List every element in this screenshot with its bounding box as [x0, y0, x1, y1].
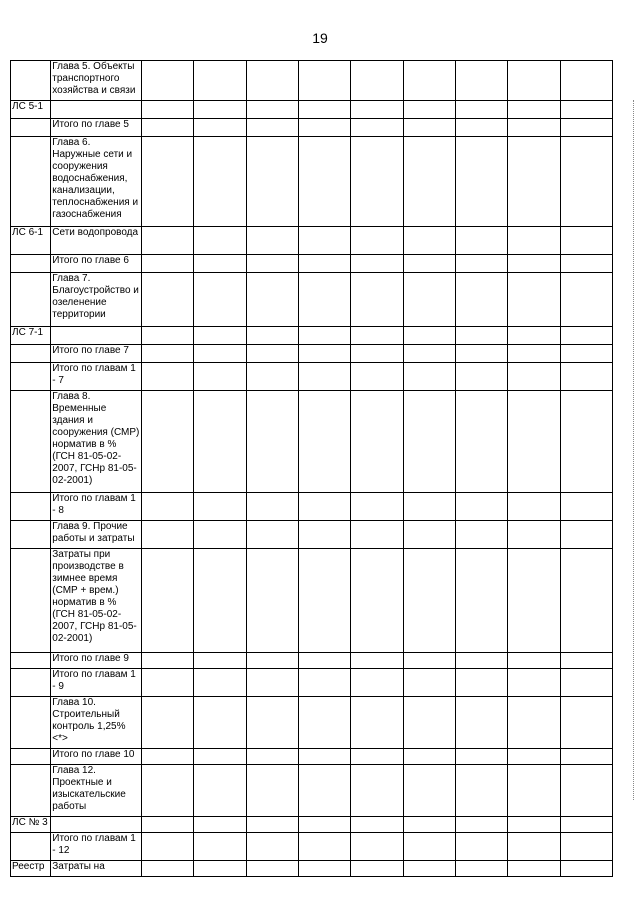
row-name: [51, 817, 142, 833]
empty-cell: [455, 521, 507, 549]
empty-cell: [298, 227, 350, 255]
empty-cell: [508, 817, 560, 833]
empty-cell: [141, 697, 193, 749]
table-row: [11, 669, 613, 697]
scan-edge-noise: [633, 100, 636, 800]
table-row: [11, 549, 613, 653]
empty-cell: [403, 391, 455, 493]
row-name: Итого по главам 1 - 7: [51, 363, 142, 391]
empty-cell: [508, 227, 560, 255]
row-name: Итого по главе 5: [51, 119, 142, 137]
row-code: ЛС 5-1: [11, 101, 51, 119]
row-name: Итого по главе 7: [51, 345, 142, 363]
empty-cell: [141, 749, 193, 765]
empty-cell: [508, 61, 560, 101]
empty-cell: [194, 833, 246, 861]
empty-cell: [455, 549, 507, 653]
row-name: Итого по главам 1 - 12: [51, 833, 142, 861]
empty-cell: [508, 273, 560, 327]
empty-cell: [351, 861, 403, 877]
empty-cell: [194, 273, 246, 327]
empty-cell: [455, 345, 507, 363]
row-name: Глава 7. Благоустройство и озеленение территории: [51, 273, 142, 327]
empty-cell: [403, 749, 455, 765]
row-name: Глава 9. Прочие работы и затраты: [51, 521, 142, 549]
empty-cell: [508, 345, 560, 363]
empty-cell: [141, 861, 193, 877]
empty-cell: [351, 653, 403, 669]
empty-cell: [403, 61, 455, 101]
table-row: [11, 749, 613, 765]
empty-cell: [403, 817, 455, 833]
empty-cell: [141, 653, 193, 669]
page-number: 19: [312, 30, 328, 46]
row-name: Глава 8. Временные здания и сооружения (СМР) норматив в % (ГСН 81-05-02-2007, ГСНр 81-05-02-2001): [51, 391, 142, 493]
empty-cell: [403, 227, 455, 255]
empty-cell: [403, 765, 455, 817]
empty-cell: [298, 327, 350, 345]
row-code: ЛС 6-1: [11, 227, 51, 255]
row-name: Затраты при производстве в зимнее время (СМР + врем.) норматив в % (ГСН 81-05-02-2007, ГСНр 81-05-02-2001): [51, 549, 142, 653]
empty-cell: [455, 749, 507, 765]
empty-cell: [403, 101, 455, 119]
empty-cell: [246, 137, 298, 227]
row-name: Глава 10. Строительный контроль 1,25% <*>: [51, 697, 142, 749]
row-code: Реестр: [11, 861, 51, 877]
empty-cell: [141, 327, 193, 345]
empty-cell: [194, 765, 246, 817]
empty-cell: [403, 137, 455, 227]
table-row: [11, 363, 613, 391]
row-name: [51, 327, 142, 345]
row-code: [11, 697, 51, 749]
empty-cell: [508, 493, 560, 521]
table-row: [11, 119, 613, 137]
empty-cell: [141, 669, 193, 697]
table-row: [11, 273, 613, 327]
empty-cell: [508, 669, 560, 697]
empty-cell: [351, 669, 403, 697]
row-code: [11, 653, 51, 669]
empty-cell: [403, 255, 455, 273]
empty-cell: [560, 391, 612, 493]
empty-cell: [194, 101, 246, 119]
row-code: [11, 363, 51, 391]
empty-cell: [351, 61, 403, 101]
empty-cell: [194, 227, 246, 255]
empty-cell: [351, 391, 403, 493]
empty-cell: [403, 119, 455, 137]
table-row: [11, 833, 613, 861]
empty-cell: [298, 669, 350, 697]
empty-cell: [298, 493, 350, 521]
empty-cell: [455, 227, 507, 255]
table-row: [11, 137, 613, 227]
row-code: [11, 493, 51, 521]
empty-cell: [455, 273, 507, 327]
empty-cell: [455, 653, 507, 669]
empty-cell: [298, 749, 350, 765]
empty-cell: [298, 273, 350, 327]
empty-cell: [246, 861, 298, 877]
empty-cell: [194, 861, 246, 877]
empty-cell: [298, 363, 350, 391]
row-name: Итого по главе 9: [51, 653, 142, 669]
empty-cell: [194, 137, 246, 227]
row-code: [11, 765, 51, 817]
empty-cell: [403, 549, 455, 653]
empty-cell: [246, 817, 298, 833]
empty-cell: [508, 255, 560, 273]
empty-cell: [246, 697, 298, 749]
empty-cell: [246, 61, 298, 101]
row-name: Итого по главам 1 - 8: [51, 493, 142, 521]
empty-cell: [298, 765, 350, 817]
empty-cell: [246, 101, 298, 119]
empty-cell: [560, 669, 612, 697]
empty-cell: [508, 101, 560, 119]
empty-cell: [194, 61, 246, 101]
table-row: [11, 61, 613, 101]
row-code: [11, 833, 51, 861]
empty-cell: [298, 861, 350, 877]
empty-cell: [560, 697, 612, 749]
empty-cell: [508, 327, 560, 345]
empty-cell: [141, 765, 193, 817]
table-row: [11, 653, 613, 669]
empty-cell: [194, 817, 246, 833]
empty-cell: [508, 391, 560, 493]
empty-cell: [455, 363, 507, 391]
empty-cell: [508, 765, 560, 817]
empty-cell: [194, 749, 246, 765]
empty-cell: [194, 119, 246, 137]
empty-cell: [246, 669, 298, 697]
empty-cell: [403, 833, 455, 861]
empty-cell: [246, 345, 298, 363]
empty-cell: [560, 119, 612, 137]
empty-cell: [351, 327, 403, 345]
empty-cell: [351, 345, 403, 363]
empty-cell: [560, 345, 612, 363]
empty-cell: [298, 255, 350, 273]
empty-cell: [194, 327, 246, 345]
empty-cell: [194, 669, 246, 697]
estimate-table: [10, 60, 613, 877]
row-name: Глава 12. Проектные и изыскательские работы: [51, 765, 142, 817]
empty-cell: [455, 327, 507, 345]
empty-cell: [403, 697, 455, 749]
empty-cell: [246, 119, 298, 137]
empty-cell: [246, 653, 298, 669]
row-name: Итого по главе 10: [51, 749, 142, 765]
empty-cell: [351, 119, 403, 137]
empty-cell: [298, 697, 350, 749]
empty-cell: [351, 749, 403, 765]
empty-cell: [351, 817, 403, 833]
empty-cell: [141, 119, 193, 137]
empty-cell: [194, 363, 246, 391]
row-code: [11, 61, 51, 101]
empty-cell: [455, 137, 507, 227]
table-row: [11, 255, 613, 273]
empty-cell: [246, 765, 298, 817]
empty-cell: [560, 255, 612, 273]
empty-cell: [194, 521, 246, 549]
empty-cell: [455, 493, 507, 521]
row-code: ЛС 7-1: [11, 327, 51, 345]
table-row: [11, 493, 613, 521]
empty-cell: [455, 391, 507, 493]
empty-cell: [560, 521, 612, 549]
empty-cell: [246, 273, 298, 327]
empty-cell: [403, 669, 455, 697]
empty-cell: [141, 101, 193, 119]
empty-cell: [351, 255, 403, 273]
empty-cell: [298, 391, 350, 493]
empty-cell: [508, 137, 560, 227]
empty-cell: [560, 749, 612, 765]
empty-cell: [351, 697, 403, 749]
empty-cell: [455, 119, 507, 137]
empty-cell: [403, 521, 455, 549]
empty-cell: [403, 653, 455, 669]
row-name: Итого по главе 6: [51, 255, 142, 273]
empty-cell: [508, 861, 560, 877]
empty-cell: [403, 345, 455, 363]
empty-cell: [298, 653, 350, 669]
empty-cell: [141, 137, 193, 227]
row-code: ЛС № 3: [11, 817, 51, 833]
row-code: [11, 749, 51, 765]
empty-cell: [560, 549, 612, 653]
empty-cell: [194, 255, 246, 273]
empty-cell: [351, 273, 403, 327]
empty-cell: [508, 653, 560, 669]
empty-cell: [455, 861, 507, 877]
empty-cell: [560, 861, 612, 877]
empty-cell: [508, 363, 560, 391]
row-name: Глава 6. Наружные сети и сооружения водоснабжения, канализации, теплоснабжения и газоснабжения: [51, 137, 142, 227]
empty-cell: [298, 345, 350, 363]
empty-cell: [560, 101, 612, 119]
empty-cell: [560, 833, 612, 861]
empty-cell: [351, 493, 403, 521]
empty-cell: [298, 101, 350, 119]
empty-cell: [141, 521, 193, 549]
empty-cell: [298, 549, 350, 653]
empty-cell: [141, 227, 193, 255]
empty-cell: [141, 273, 193, 327]
empty-cell: [560, 327, 612, 345]
empty-cell: [298, 817, 350, 833]
empty-cell: [351, 137, 403, 227]
empty-cell: [194, 345, 246, 363]
empty-cell: [455, 765, 507, 817]
empty-cell: [246, 521, 298, 549]
empty-cell: [141, 391, 193, 493]
empty-cell: [141, 345, 193, 363]
empty-cell: [298, 137, 350, 227]
empty-cell: [351, 227, 403, 255]
empty-cell: [194, 391, 246, 493]
empty-cell: [351, 765, 403, 817]
empty-cell: [455, 101, 507, 119]
empty-cell: [455, 833, 507, 861]
empty-cell: [403, 327, 455, 345]
table-body: [11, 61, 613, 877]
table-row: [11, 391, 613, 493]
table-row: [11, 227, 613, 255]
empty-cell: [560, 227, 612, 255]
empty-cell: [194, 549, 246, 653]
empty-cell: [403, 861, 455, 877]
empty-cell: [351, 549, 403, 653]
empty-cell: [403, 493, 455, 521]
row-code: [11, 119, 51, 137]
empty-cell: [141, 833, 193, 861]
empty-cell: [298, 119, 350, 137]
row-code: [11, 137, 51, 227]
table-row: [11, 101, 613, 119]
empty-cell: [246, 391, 298, 493]
table-row: [11, 861, 613, 877]
empty-cell: [246, 549, 298, 653]
table-row: [11, 327, 613, 345]
row-code: [11, 255, 51, 273]
empty-cell: [246, 493, 298, 521]
row-code: [11, 345, 51, 363]
empty-cell: [508, 749, 560, 765]
row-code: [11, 273, 51, 327]
row-code: [11, 549, 51, 653]
table-row: [11, 345, 613, 363]
table-row: [11, 697, 613, 749]
empty-cell: [403, 363, 455, 391]
empty-cell: [351, 521, 403, 549]
empty-cell: [560, 273, 612, 327]
empty-cell: [298, 61, 350, 101]
empty-cell: [246, 749, 298, 765]
empty-cell: [141, 61, 193, 101]
empty-cell: [560, 765, 612, 817]
empty-cell: [455, 61, 507, 101]
empty-cell: [141, 363, 193, 391]
row-name: Затраты на: [51, 861, 142, 877]
empty-cell: [141, 493, 193, 521]
empty-cell: [508, 521, 560, 549]
empty-cell: [246, 363, 298, 391]
empty-cell: [560, 137, 612, 227]
empty-cell: [508, 833, 560, 861]
empty-cell: [455, 817, 507, 833]
table-row: [11, 521, 613, 549]
empty-cell: [141, 255, 193, 273]
empty-cell: [246, 255, 298, 273]
empty-cell: [246, 327, 298, 345]
empty-cell: [194, 493, 246, 521]
row-name: Глава 5. Объекты транспортного хозяйства и связи: [51, 61, 142, 101]
empty-cell: [351, 833, 403, 861]
empty-cell: [194, 697, 246, 749]
row-code: [11, 521, 51, 549]
empty-cell: [194, 653, 246, 669]
empty-cell: [246, 833, 298, 861]
empty-cell: [246, 227, 298, 255]
empty-cell: [351, 363, 403, 391]
empty-cell: [508, 549, 560, 653]
empty-cell: [455, 669, 507, 697]
row-name: [51, 101, 142, 119]
empty-cell: [508, 119, 560, 137]
empty-cell: [298, 833, 350, 861]
empty-cell: [560, 817, 612, 833]
table-row: [11, 817, 613, 833]
empty-cell: [141, 549, 193, 653]
empty-cell: [560, 493, 612, 521]
empty-cell: [455, 697, 507, 749]
empty-cell: [298, 521, 350, 549]
empty-cell: [508, 697, 560, 749]
row-name: Сети водопровода: [51, 227, 142, 255]
empty-cell: [560, 653, 612, 669]
row-name: Итого по главам 1 - 9: [51, 669, 142, 697]
empty-cell: [351, 101, 403, 119]
empty-cell: [560, 61, 612, 101]
table-row: [11, 765, 613, 817]
empty-cell: [455, 255, 507, 273]
row-code: [11, 669, 51, 697]
empty-cell: [141, 817, 193, 833]
row-code: [11, 391, 51, 493]
empty-cell: [403, 273, 455, 327]
empty-cell: [560, 363, 612, 391]
